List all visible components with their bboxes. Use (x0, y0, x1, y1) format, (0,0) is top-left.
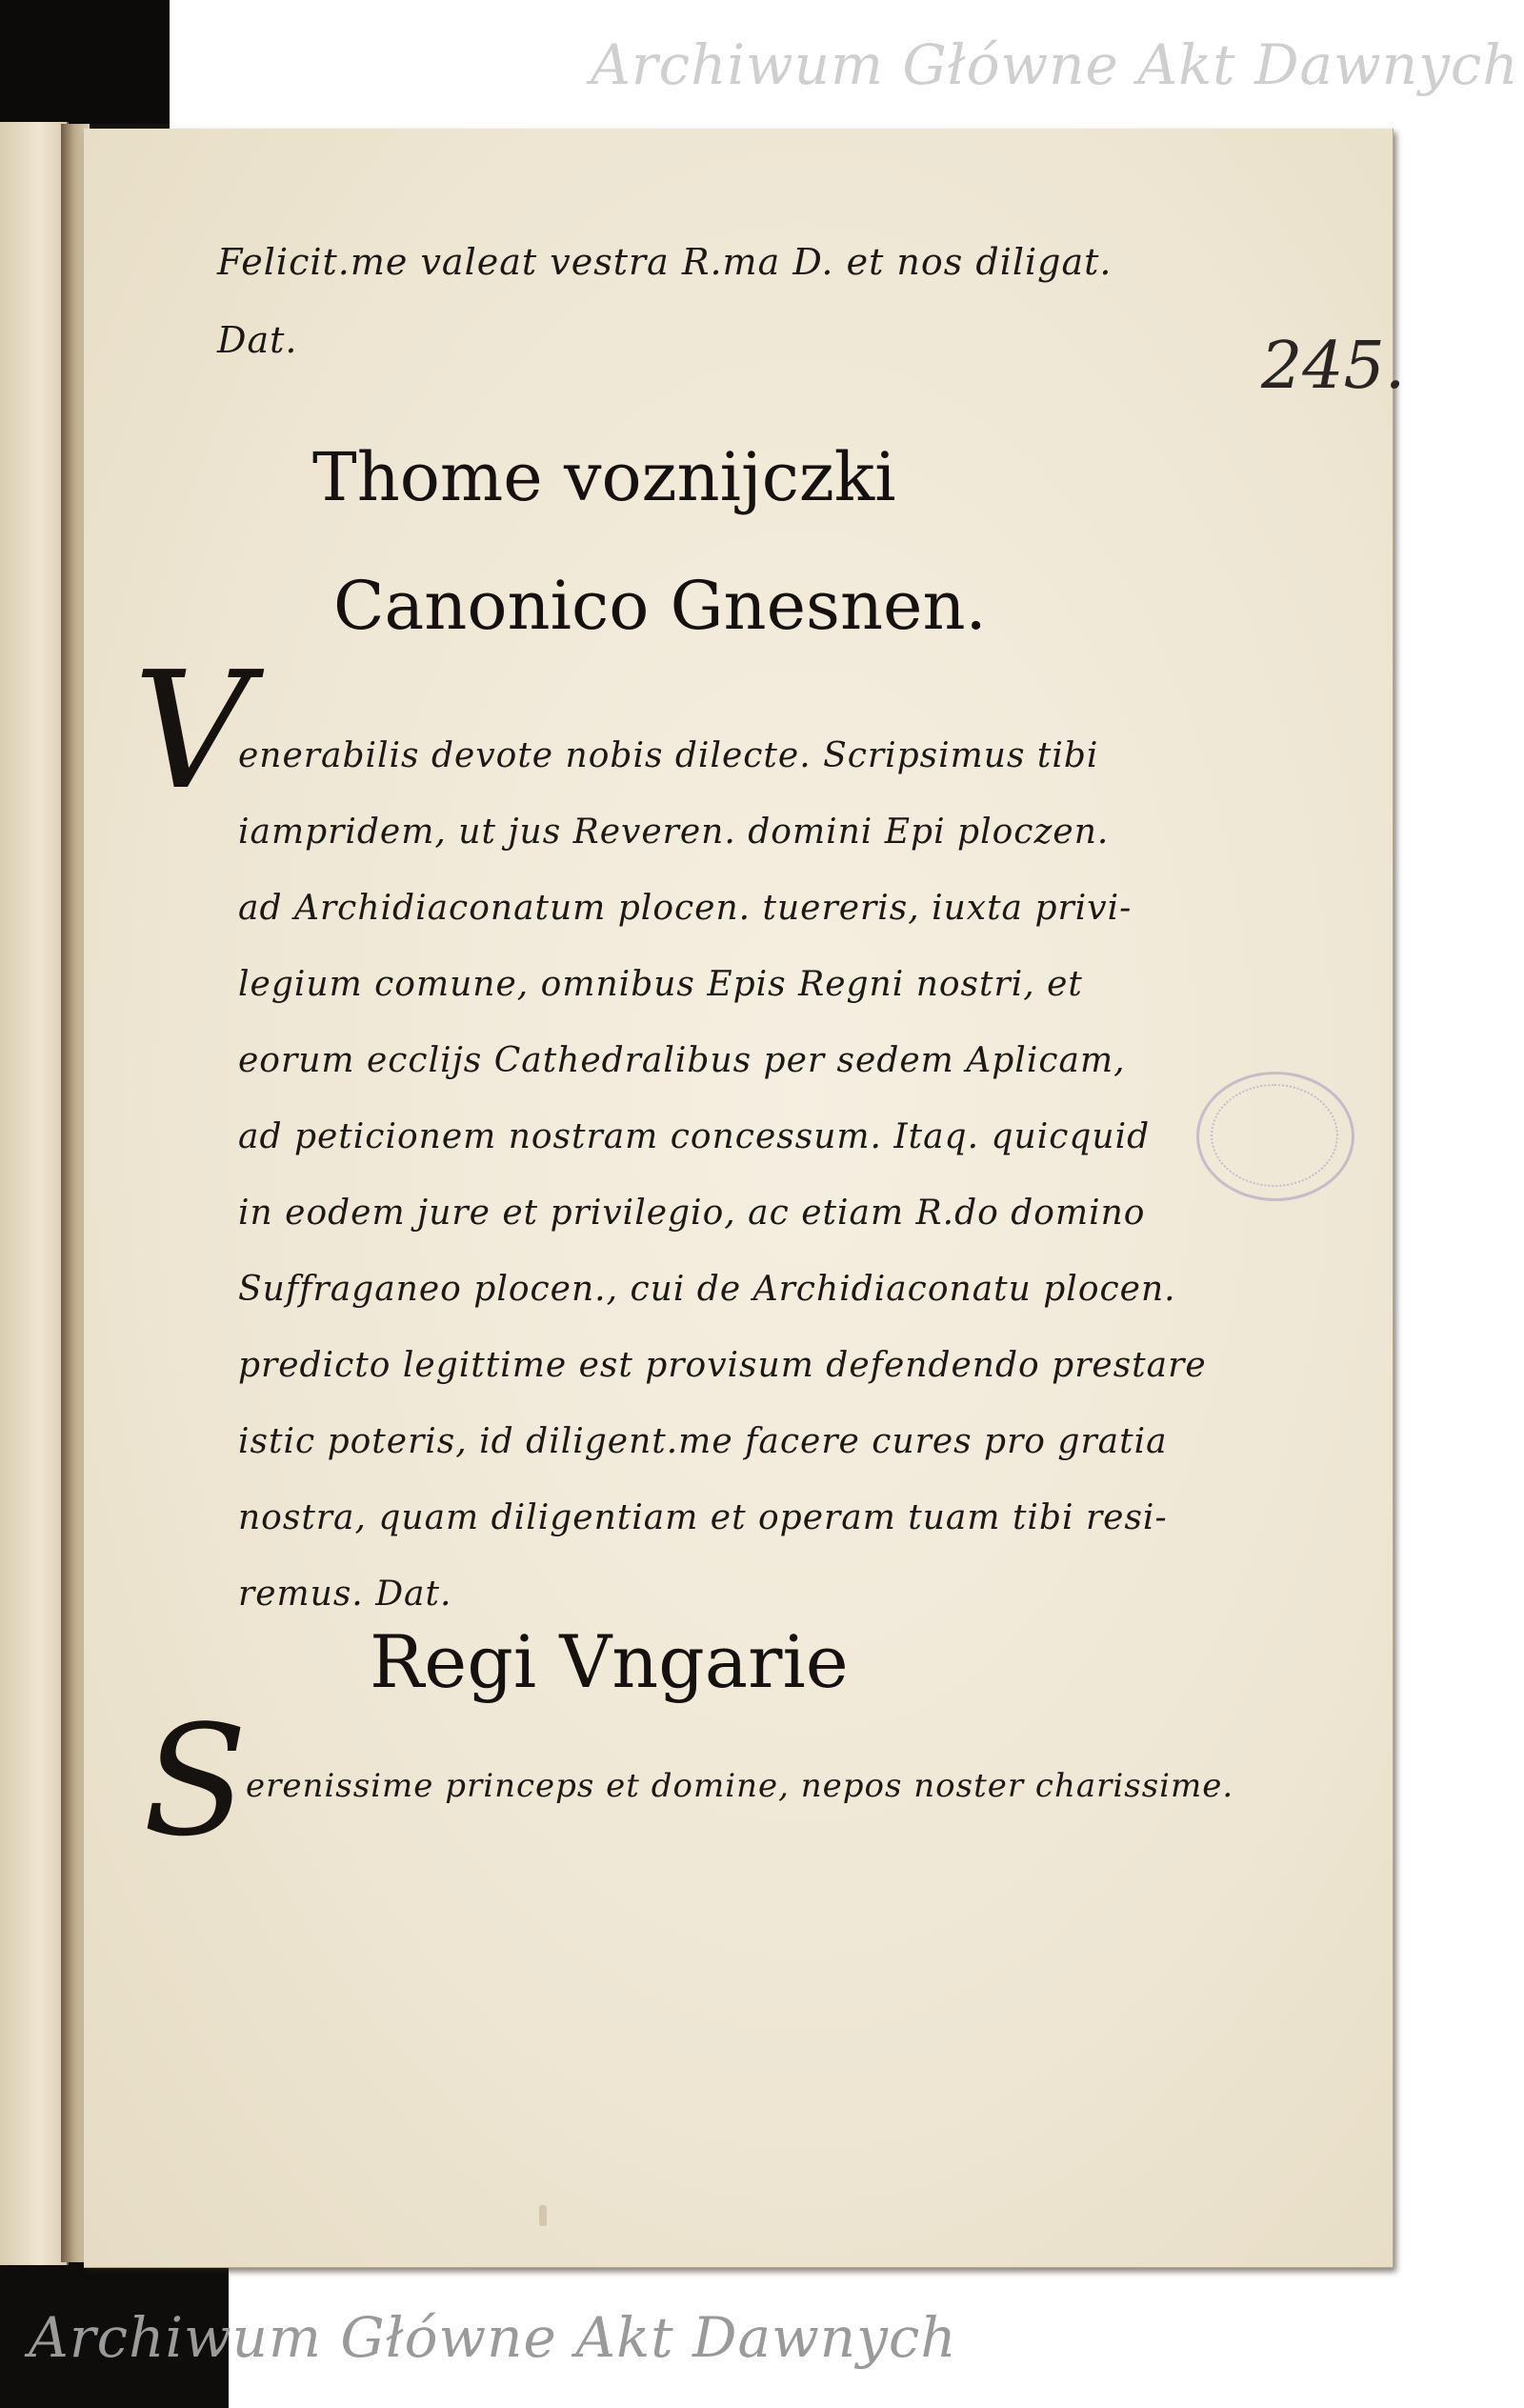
letter1-line-11: nostra, quam diligentiam et operam tuam tibi resi- (238, 1498, 1168, 1537)
letter1-line-4: legium comune, omnibus Epis Regni nostri, et (238, 965, 1083, 1004)
letter2-initial: S (143, 1692, 248, 1870)
manuscript-folio (84, 129, 1406, 2268)
letter1-line-1: enerabilis devote nobis dilecte. Scripsimus tibi (238, 736, 1099, 775)
letter1-heading-recipient: Thome voznijczki (312, 438, 896, 516)
paper-blemish (539, 2205, 547, 2226)
closing-line-1: Felicit.me valeat vestra R.ma D. et nos diligat. (217, 241, 1113, 283)
scanner-background-top (0, 0, 170, 124)
archive-watermark-top: Archiwum Główne Akt Dawnych (591, 32, 1519, 97)
closing-line-2: Dat. (217, 319, 298, 361)
letter1-heading-title: Canonico Gnesnen. (333, 567, 987, 645)
letter1-line-5: eorum ecclijs Cathedralibus per sedem Aplicam, (238, 1041, 1126, 1080)
letter1-line-10: istic poteris, id diligent.me facere cures pro gratia (238, 1422, 1168, 1461)
letter1-line-7: in eodem jure et privilegio, ac etiam R.do domino (238, 1194, 1146, 1233)
letter1-line-8: Suffraganeo plocen., cui de Archidiaconatu plocen. (238, 1270, 1176, 1309)
letter1-line-9: predicto legittime est provisum defendendo prestare (238, 1346, 1207, 1385)
letter2-line-1: erenissime princeps et domine, nepos noster charissime. (246, 1767, 1234, 1805)
letter1-line-6: ad peticionem nostram concessum. Itaq. quicquid (238, 1117, 1151, 1156)
archive-stamp-inner-ring (1211, 1084, 1338, 1187)
letter1-line-3: ad Archidiaconatum plocen. tuereris, iuxta privi- (238, 889, 1133, 928)
previous-leaf-edge (0, 122, 69, 2265)
letter1-initial: V (133, 637, 251, 826)
letter1-line-12: remus. Dat. (238, 1575, 452, 1614)
folio-number: 245. (1261, 329, 1406, 404)
letter1-line-2: iampridem, ut jus Reveren. domini Epi ploczen. (238, 813, 1110, 852)
letter2-heading: Regi Vngarie (370, 1619, 849, 1704)
archive-stamp (1196, 1072, 1354, 1201)
archive-watermark-bottom: Archiwum Główne Akt Dawnych (29, 2305, 957, 2370)
